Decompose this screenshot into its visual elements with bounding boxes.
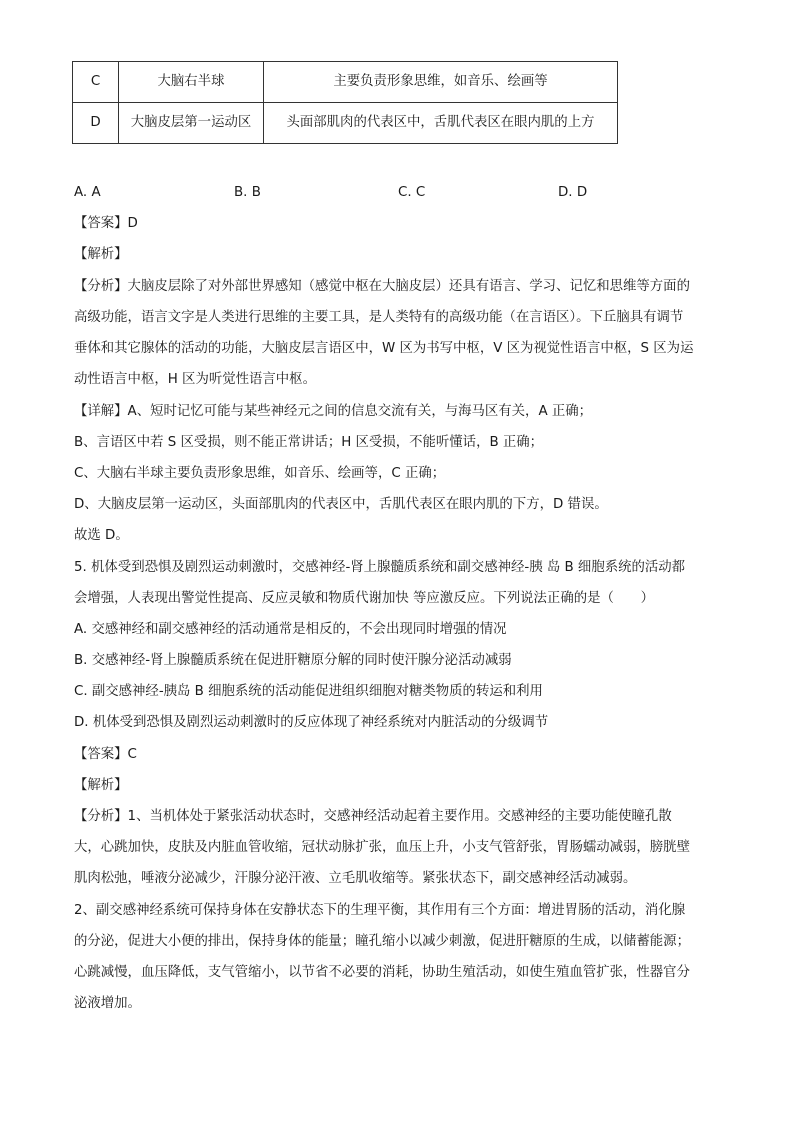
q5-option-a: A. 交感神经和副交感神经的活动通常是相反的，不会出现同时增强的情况 <box>74 622 507 637</box>
q5-analysis-line: 【分析】1、当机体处于紧张活动状态时，交感神经活动起着主要作用。交感神经的主要功能使瞳孔散 <box>74 809 672 824</box>
q4-answer: 【答案】D <box>74 216 138 231</box>
choice-d: D. D <box>558 185 588 200</box>
q5-option-c: C. 副交感神经-胰岛 B 细胞系统的活动能促进组织细胞对糖类物质的转运和利用 <box>74 684 543 699</box>
q5-option-b: B. 交感神经-肾上腺髓质系统在促进肝糖原分解的同时使汗腺分泌活动减弱 <box>74 653 512 668</box>
q5-stem-line: 会增强，人表现出警觉性提高、反应灵敏和物质代谢加快 等应激反应。下列说法正确的是（ ） <box>74 591 655 606</box>
q4-detail-line: D、大脑皮层第一运动区，头面部肌肉的代表区中，舌肌代表区在眼内肌的下方，D 错误。 <box>74 497 608 512</box>
q5-answer: 【答案】C <box>74 747 137 762</box>
q5-analysis-line: 泌液增加。 <box>74 996 141 1011</box>
q5-analysis-line: 2、副交感神经系统可保持身体在安静状态下的生理平衡，其作用有三个方面：增进胃肠的活动，消化腺 <box>74 903 686 918</box>
q4-analysis-title: 【解析】 <box>74 247 128 262</box>
region-description: 主要负责形象思维，如音乐、绘画等 <box>264 62 618 103</box>
q4-conclusion: 故选 D。 <box>74 528 129 543</box>
q4-detail-line: C、大脑右半球主要负责形象思维，如音乐、绘画等，C 正确； <box>74 466 446 481</box>
q5-analysis-title: 【解析】 <box>74 778 128 793</box>
q4-analysis-line: 垂体和其它腺体的活动的功能，大脑皮层言语区中，W 区为书写中枢，V 区为视觉性语言中枢，S 区为运 <box>74 341 694 356</box>
q4-analysis-line: 动性语言中枢，H 区为听觉性语言中枢。 <box>74 372 316 387</box>
choice-b: B. B <box>234 185 261 200</box>
q5-option-d: D. 机体受到恐惧及剧烈运动刺激时的反应体现了神经系统对内脏活动的分级调节 <box>74 715 549 730</box>
q5-analysis-line: 心跳减慢，血压降低，支气管缩小，以节省不必要的消耗，协助生殖活动，如使生殖血管扩张，性器官分 <box>74 965 690 980</box>
table-row <box>73 62 618 103</box>
q4-analysis-line: 【分析】大脑皮层除了对外部世界感知（感觉中枢在大脑皮层）还具有语言、学习、记忆和思维等方面的 <box>74 279 690 294</box>
choice-a: A. A <box>74 185 101 200</box>
q5-analysis-line: 的分泌，促进大小便的排出，保持身体的能量；瞳孔缩小以减少刺激，促进肝糖原的生成，以储蓄能源； <box>74 934 690 949</box>
options-table <box>72 61 618 144</box>
option-label: C <box>73 62 119 103</box>
brain-region: 大脑皮层第一运动区 <box>119 103 264 144</box>
region-description: 头面部肌肉的代表区中，舌肌代表区在眼内肌的上方 <box>264 103 618 144</box>
q4-detail-line: B、言语区中若 S 区受损，则不能正常讲话；H 区受损，不能听懂话，B 正确； <box>74 435 544 450</box>
q4-choices <box>74 185 714 203</box>
brain-region: 大脑右半球 <box>119 62 264 103</box>
q5-stem-line: 5. 机体受到恐惧及剧烈运动刺激时，交感神经-肾上腺髓质系统和副交感神经-胰 岛 B 细胞系统的活动都 <box>74 560 686 575</box>
q4-detail-line: 【详解】A、短时记忆可能与某些神经元之间的信息交流有关，与海马区有关，A 正确； <box>74 404 593 419</box>
option-label: D <box>73 103 119 144</box>
q5-analysis-line: 大，心跳加快，皮肤及内脏血管收缩，冠状动脉扩张，血压上升，小支气管舒张，胃肠蠕动减弱，膀胱壁 <box>74 840 690 855</box>
q5-analysis-line: 肌肉松弛，唾液分泌减少，汗腺分泌汗液、立毛肌收缩等。紧张状态下，副交感神经活动减弱。 <box>74 871 637 886</box>
q4-analysis-line: 高级功能，语言文字是人类进行思维的主要工具，是人类特有的高级功能（在言语区）。下丘脑具有调节 <box>74 310 684 325</box>
table-row <box>73 103 618 144</box>
choice-c: C. C <box>398 185 426 200</box>
